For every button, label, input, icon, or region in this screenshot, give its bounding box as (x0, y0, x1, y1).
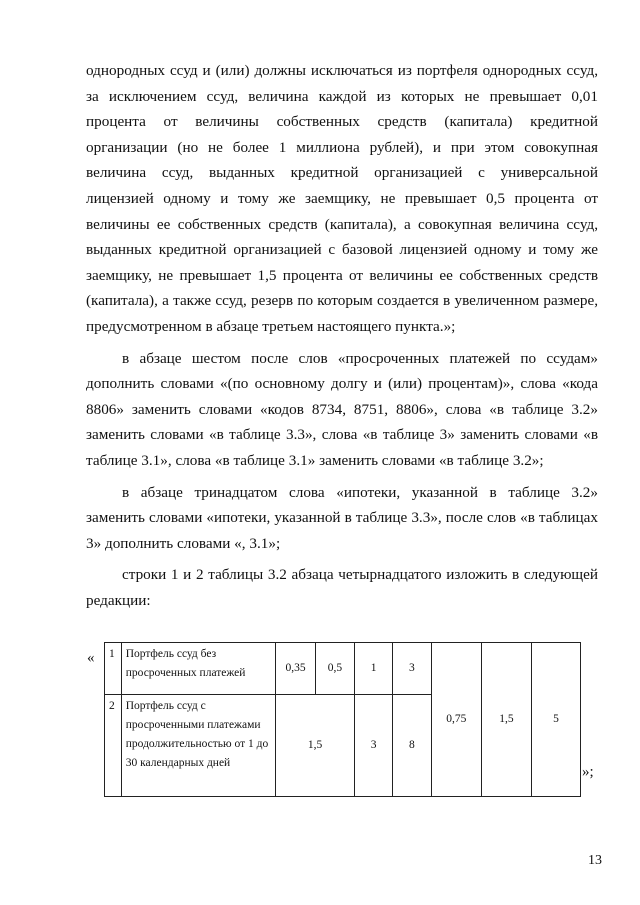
table-cell-merged: 1,5 (276, 695, 355, 797)
table-cell-shared: 5 (531, 643, 580, 797)
paragraph-table-intro: строки 1 и 2 таблицы 3.2 абзаца четырнадцатого изложить в следующей редакции: (86, 566, 598, 609)
table-cell: 8 (393, 695, 431, 797)
paragraph-continuation: однородных ссуд и (или) должны исключаться из портфеля однородных ссуд, за исключением ссуд, величина каждой из которых не превышает 0,01 процента от величины собственных средств (капитала) кредитной организации (но не более 1 миллиона рублей), и при этом совокупная величина ссуд, выданных кредитной организацией с универсальной лицензией одному и тому же заемщику, не превышает 0,5 процента от величины ее собственных средств (капитала), а совокупная величина ссуд, выданных кредитной организацией с базовой лицензией одному и тому же заемщику, не превышает 1,5 процента от величины ее собственных средств (капитала), а также ссуд, резерв по которым создается в увеличенном размере, предусмотренном в абзаце третьем настоящего пункта.»; (86, 62, 598, 335)
table-cell: 1 (355, 643, 393, 695)
table-cell-shared: 0,75 (431, 643, 482, 797)
table-row (105, 643, 581, 695)
row-index: 1 (105, 643, 122, 695)
closing-quote: »; (582, 764, 594, 780)
row-index: 2 (105, 695, 122, 797)
opening-quote: « (87, 650, 95, 666)
table-cell-shared: 1,5 (482, 643, 532, 797)
body-text (86, 58, 598, 613)
paragraph-abzac-13: в абзаце тринадцатом слова «ипотеки, указанной в таблице 3.2» заменить словами «ипотеки, указанной в таблице 3.3», после слов «в таблицах 3» дополнить словами «, 3.1»; (86, 483, 598, 552)
paragraph-abzac-6: в абзаце шестом после слов «просроченных платежей по ссудам» дополнить словами «(по основному долгу и (или) процентам)», слова «кода 8806» заменить словами «кодов 8734, 8751, 8806», слова «в таблице 3.2» заменить словами «в таблице 3.3», слова «в таблице 3» заменить словами «в таблице 3.1», слова «в таблице 3.1» заменить словами «в таблице 3.2»; (86, 349, 598, 469)
row-label: Портфель ссуд с просроченными платежами продолжительностью от 1 до 30 календарных дней (121, 695, 275, 797)
table-cell: 0,5 (315, 643, 354, 695)
row-label: Портфель ссуд без просроченных платежей (121, 643, 275, 695)
table-cell: 3 (393, 643, 431, 695)
table-3-2-rows (104, 642, 581, 797)
table-cell: 3 (355, 695, 393, 797)
table-cell: 0,35 (276, 643, 316, 695)
page-number: 13 (588, 853, 602, 868)
